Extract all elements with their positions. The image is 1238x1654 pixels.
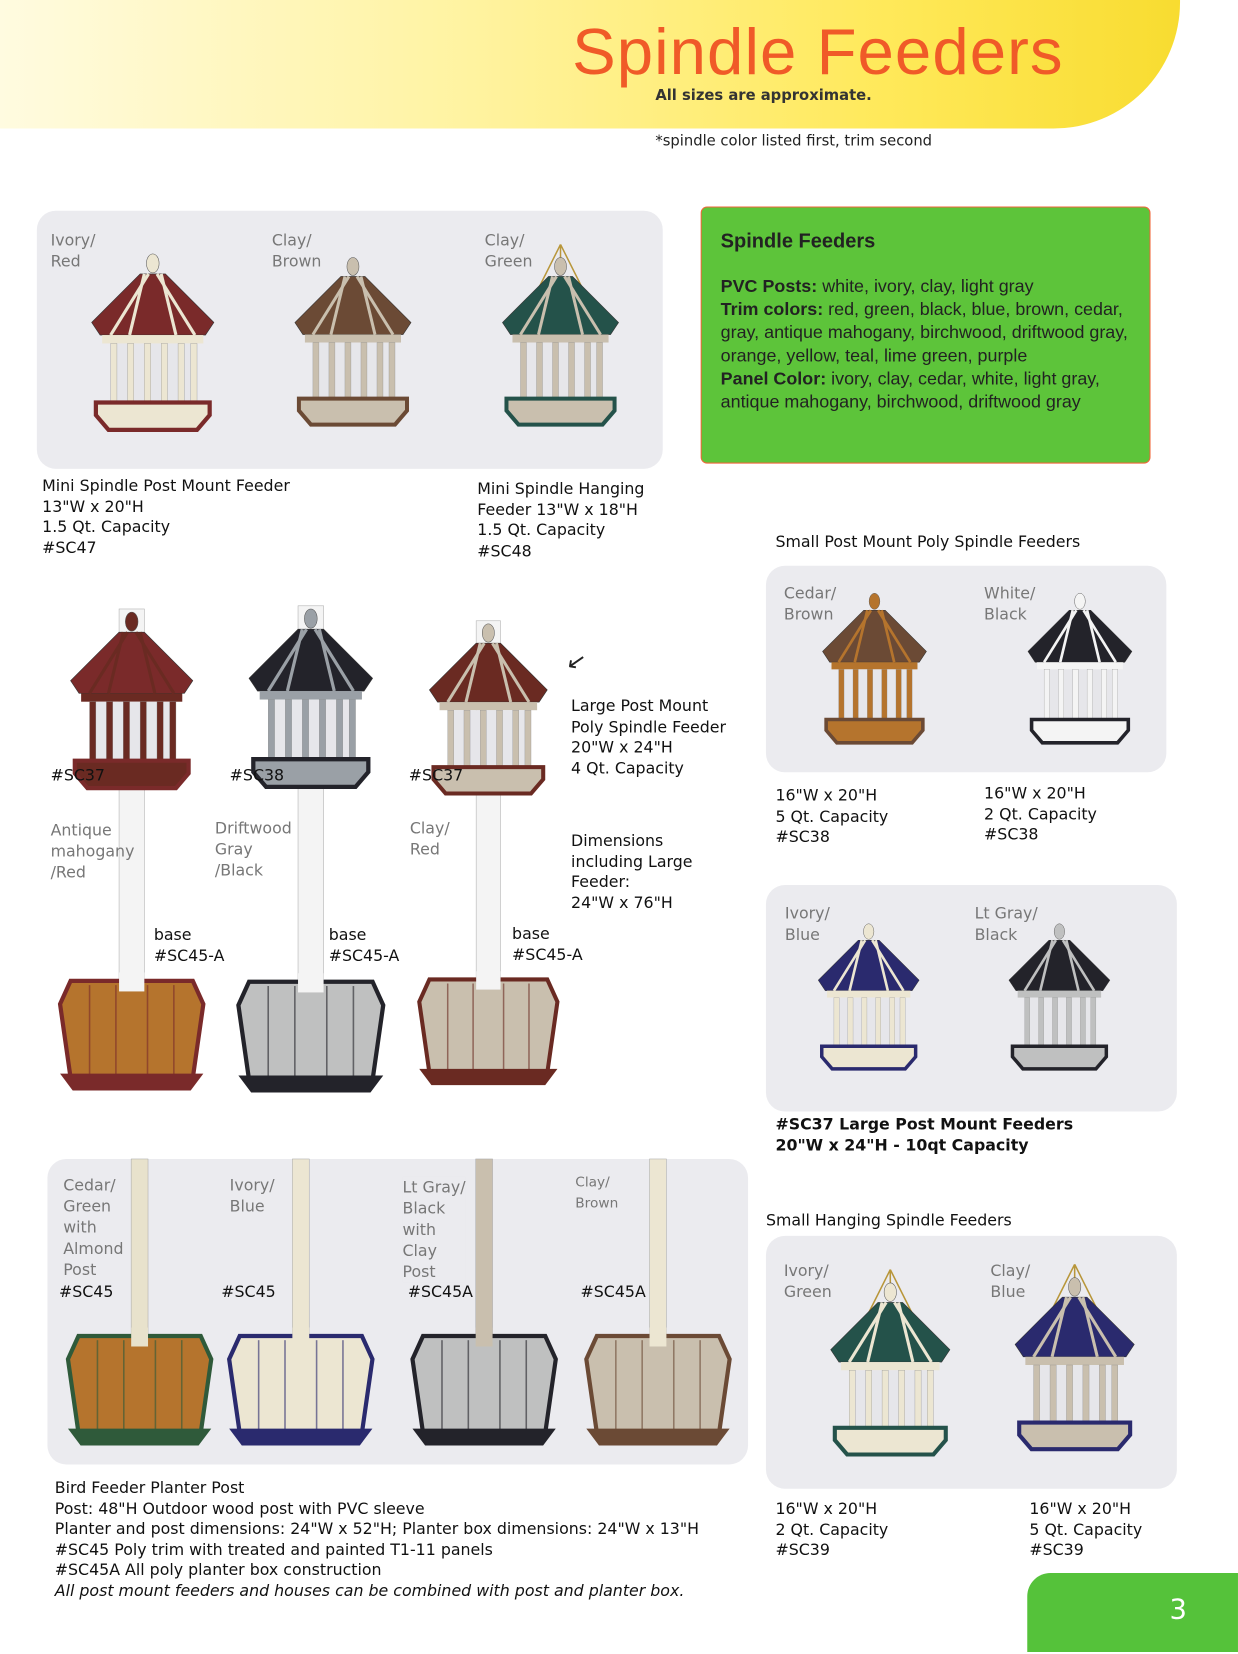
small-post-feeder-white-black [1006,582,1154,761]
post-base [650,1328,667,1347]
product-code: #SC37 [50,765,105,785]
roof-band [832,662,918,669]
spindle [896,669,901,719]
spindle [1050,1365,1056,1423]
spindle [853,669,858,719]
base-label: base #SC45-A [153,925,225,965]
planter-box [586,1336,729,1433]
caption-line: Bird Feeder Planter Post [54,1478,245,1498]
spindle [336,700,342,760]
caption-line: 16"W x 20"H [1029,1499,1132,1519]
spindle [389,343,395,399]
spindle [536,343,542,399]
caption-line: Planter and post dimensions: 24"W x 52"H; Planter box dimensions: 24"W x 13"H [54,1519,700,1539]
feeder-base [1019,1423,1130,1450]
roof-band [81,693,182,701]
spindle [553,343,559,399]
caption-line: Dimensions [571,831,664,851]
roof [1015,1297,1134,1357]
post-base [119,972,144,991]
small-post-caption [984,784,1097,846]
small-hanging-caption [1029,1499,1142,1561]
roof [429,643,547,702]
spindle [907,669,912,719]
spindle [140,702,146,761]
info-heading: Spindle Feeders [720,230,876,253]
color-label: Lt Gray/ Black with Clay Post [402,1177,466,1282]
roof [295,276,411,334]
caption-line: 4 Qt. Capacity [571,758,684,778]
roof-band [1025,1357,1124,1365]
caption-line: #SC39 [775,1540,830,1560]
planter-box [419,979,557,1072]
spindle [1083,1365,1089,1423]
caption-line: 16"W x 20"H [984,783,1086,803]
spindle [525,710,531,767]
caption-line: Large Post Mount [571,696,709,716]
posts-value: white, ivory, clay, light gray [817,276,1034,297]
spindle [882,669,887,719]
spindle [1034,1365,1040,1423]
spindle [285,700,291,760]
color-note: *spindle color listed first, trim second [655,132,933,150]
post-base [476,1328,493,1347]
large-post-description [571,696,726,778]
planter-trim [412,1429,555,1446]
info-text [721,275,1131,414]
post [650,1159,667,1349]
spindle [1080,998,1085,1047]
color-label: Driftwood Gray /Black [214,818,292,880]
caption-line: #SC38 [984,824,1039,844]
roof-band [841,1362,940,1370]
caption-line: #SC39 [1029,1540,1084,1560]
product-code: #SC38 [229,765,285,785]
spindle [144,343,150,402]
planter-trim [60,1074,203,1091]
finial [869,593,880,609]
color-label: Cedar/ Brown [783,583,837,624]
page-number-tab [1027,1573,1238,1652]
caption-line: 20"W x 24"H [571,737,673,757]
spindle [890,998,895,1047]
caption-line: 20"W x 24"H - 10qt Capacity [775,1135,1029,1155]
page-number: 3 [1169,1594,1187,1626]
caption-line: #SC38 [775,827,830,847]
spindle [866,1370,872,1428]
spindle [849,1370,855,1428]
mini-hanging-feeder-clay-green [487,244,635,444]
spindle [867,669,872,719]
spindle [329,343,335,399]
color-label: White/ Black [984,583,1036,624]
spindle [448,710,454,767]
spindle [1112,669,1117,719]
small-hanging-feeder-ivory-green [817,1270,965,1475]
roof [71,632,193,693]
product-code: #SC37 [408,765,464,785]
spindle [1112,1365,1118,1423]
roof-band [827,991,910,998]
planter-trim [229,1429,372,1446]
color-label: Ivory/ Blue [784,903,830,945]
spindle [882,1370,888,1428]
spindle [1039,998,1044,1047]
spindle [361,343,367,399]
spindle [1066,1365,1072,1423]
spindle [161,343,167,402]
mini-post-feeder-clay-brown [279,244,427,444]
product-code: #SC45 [221,1282,276,1302]
spindle [839,669,844,719]
planter-box [60,981,203,1078]
planter-box [412,1336,555,1433]
spindle [585,343,591,399]
spindle [862,998,867,1047]
caption-line: Feeder: [571,872,631,892]
spindle [170,702,176,761]
planter-trim [419,1069,557,1085]
caption-line: #SC45 Poly trim with treated and painted T1-11 panels [54,1539,493,1559]
page-title: Spindle Feeders [572,15,1064,89]
spindle [313,343,319,399]
caption-line: 16"W x 20"H [775,785,878,805]
color-label: Ivory/ Blue [229,1175,275,1216]
posts-label: PVC Posts: [720,276,818,297]
section-heading: Small Post Mount Poly Spindle Feeders [775,532,1081,552]
spindle [191,343,197,402]
post-base [131,1328,148,1347]
spindle [1087,669,1092,719]
planter-trim [68,1429,211,1446]
spindle [345,343,351,399]
caption-line: All post mount feeders and houses can be combined with post and planter box. [54,1580,685,1600]
small-post-feeder-cedar-brown [806,582,943,761]
roof [1009,940,1110,990]
caption-line: 5 Qt. Capacity [1029,1519,1143,1539]
mini-post-feeder-ivory-red [79,240,227,451]
spindle [1044,669,1049,719]
spindle [464,710,470,767]
caption-line: 24"W x 76"H [571,892,673,912]
finial [884,1283,896,1301]
roof [92,274,214,335]
spindle [848,998,853,1047]
planter-box [229,1336,372,1433]
finial [863,924,873,940]
finial [1054,924,1064,940]
roof-band [305,335,401,343]
caption-line: #SC37 Large Post Mount Feeders [775,1114,1074,1134]
trim-label: Trim colors: [720,299,824,320]
panel-label: Panel Color: [720,368,827,389]
color-label: Ivory/ Green [783,1261,832,1302]
small-hanging-caption [775,1499,888,1561]
color-label: Clay/ Green [484,230,533,271]
post [476,1159,493,1349]
planter-description [55,1478,699,1601]
spindle [377,343,383,399]
spindle [1025,998,1030,1047]
caption-line: Feeder 13"W x 18"H [477,499,638,519]
caption-line: #SC48 [477,541,532,560]
finial [146,254,159,273]
caption-line: 2 Qt. Capacity [775,1519,889,1539]
color-label: Clay/ Brown [575,1174,619,1212]
caption-line: #SC45A All poly planter box construction [54,1560,382,1580]
roof-band [1018,991,1101,998]
caption-line: #SC47 [42,537,97,557]
spindle [900,998,905,1047]
spindle [178,343,184,402]
finial [304,609,317,628]
caption-line: 1.5 Qt. Capacity [477,520,606,540]
subtitle: All sizes are approximate. [655,87,872,105]
base-label: base #SC45-A [512,924,583,964]
caption-line: 1.5 Qt. Capacity [42,517,171,537]
color-label: Cedar/ Green with Almond Post [63,1175,124,1280]
planter-trim [238,1076,383,1093]
color-label: Antique mahogany /Red [50,820,135,882]
feeder-base [835,1428,946,1455]
base-label: base #SC45-A [328,925,400,965]
spindle [569,343,575,399]
spindle [106,702,112,761]
caption-line: Mini Spindle Hanging [477,479,645,499]
spindle [876,998,881,1047]
trim-value: red, green, black, blue, brown, cedar, gray, antique mahogany, birchwood, driftwood gray, orange, yellow, teal, lime green, purple [720,299,1128,366]
spindle [1066,998,1071,1047]
spindle [899,1370,905,1428]
color-label: Lt Gray/ Black [974,903,1038,945]
color-label: Clay/ Blue [990,1261,1031,1302]
spindle [1091,998,1096,1047]
roof-band [1037,662,1123,669]
feeder-base [506,399,614,425]
roof [831,1302,950,1362]
small-hanging-feeder-clay-blue [1001,1264,1149,1469]
spindle [927,1370,933,1428]
roof [1028,610,1132,662]
caption-line: Mini Spindle Post Mount Feeder [42,476,290,496]
large-post-dimensions [571,831,692,913]
large-mount-feeder-ivory-blue [798,912,940,1086]
spindle [496,710,502,767]
caption-line: Post: 48"H Outdoor wood post with PVC sleeve [54,1498,425,1518]
roof [249,629,373,691]
finial [482,624,494,642]
section-heading: Small Hanging Spindle Feeders [765,1210,1012,1230]
feeder-base [822,1046,916,1069]
product-code: #SC45A [580,1282,646,1302]
finial [1075,593,1086,609]
caption-line: 2 Qt. Capacity [984,804,1097,824]
caption-line: 5 Qt. Capacity [775,806,889,826]
spindle [513,710,519,767]
finial [347,257,359,275]
color-label: Clay/ Red [409,818,450,859]
caption-line: including Large [571,851,693,871]
roof [818,940,919,990]
roof [502,276,618,334]
caption-line: 16"W x 20"H [775,1499,878,1519]
arrow-icon: ← [561,645,593,679]
spindle [1099,1365,1105,1423]
post [131,1159,148,1349]
large-mount-caption [775,1115,1073,1156]
spindle [123,702,129,761]
spindle [915,1370,921,1428]
spindle [1058,669,1063,719]
spindle [480,710,486,767]
spindle [157,702,163,761]
feeder-base [96,402,210,429]
spindle [302,700,308,760]
planter-box [68,1336,211,1433]
roof-band [102,335,203,343]
post-base [476,971,500,989]
spindle [1101,669,1106,719]
spindle [520,343,526,399]
post-base [292,1328,309,1347]
planter-box [238,982,383,1080]
spindle [127,343,133,402]
roof [823,610,927,662]
caption-line: Poly Spindle Feeder [571,716,727,736]
spindle-feeders-info-box [701,207,1151,464]
roof-band [260,691,362,700]
panel-value: ivory, clay, cedar, white, light gray, antique mahogany, birchwood, driftwood gray [720,368,1100,412]
finial [125,612,138,631]
post [292,1159,309,1349]
post-base [298,973,324,992]
feeder-base [826,720,923,743]
finial [555,257,567,275]
roof-band [512,335,608,343]
spindle [111,343,117,402]
color-label: Clay/ Brown [271,230,322,271]
spindle [597,343,603,399]
finial [1069,1278,1081,1296]
caption-line: 13"W x 20"H [42,496,144,516]
mini-hanging-caption [477,479,644,561]
mini-post-caption [42,476,290,558]
spindle [90,702,96,761]
small-post-caption [775,786,888,848]
spindle [319,700,325,760]
roof-band [440,702,538,710]
feeder-base [1032,720,1129,743]
planter-trim [586,1429,729,1446]
product-code: #SC45 [59,1282,114,1302]
product-code: #SC45A [407,1282,473,1302]
spindle [268,700,274,760]
spindle [834,998,839,1047]
feeder-base [299,399,407,425]
spindle [1073,669,1078,719]
color-label: Ivory/ Red [50,230,96,271]
spindle [349,700,355,760]
feeder-base [1012,1046,1106,1069]
spindle [1052,998,1057,1047]
large-mount-feeder-ltgray-black [988,912,1130,1086]
